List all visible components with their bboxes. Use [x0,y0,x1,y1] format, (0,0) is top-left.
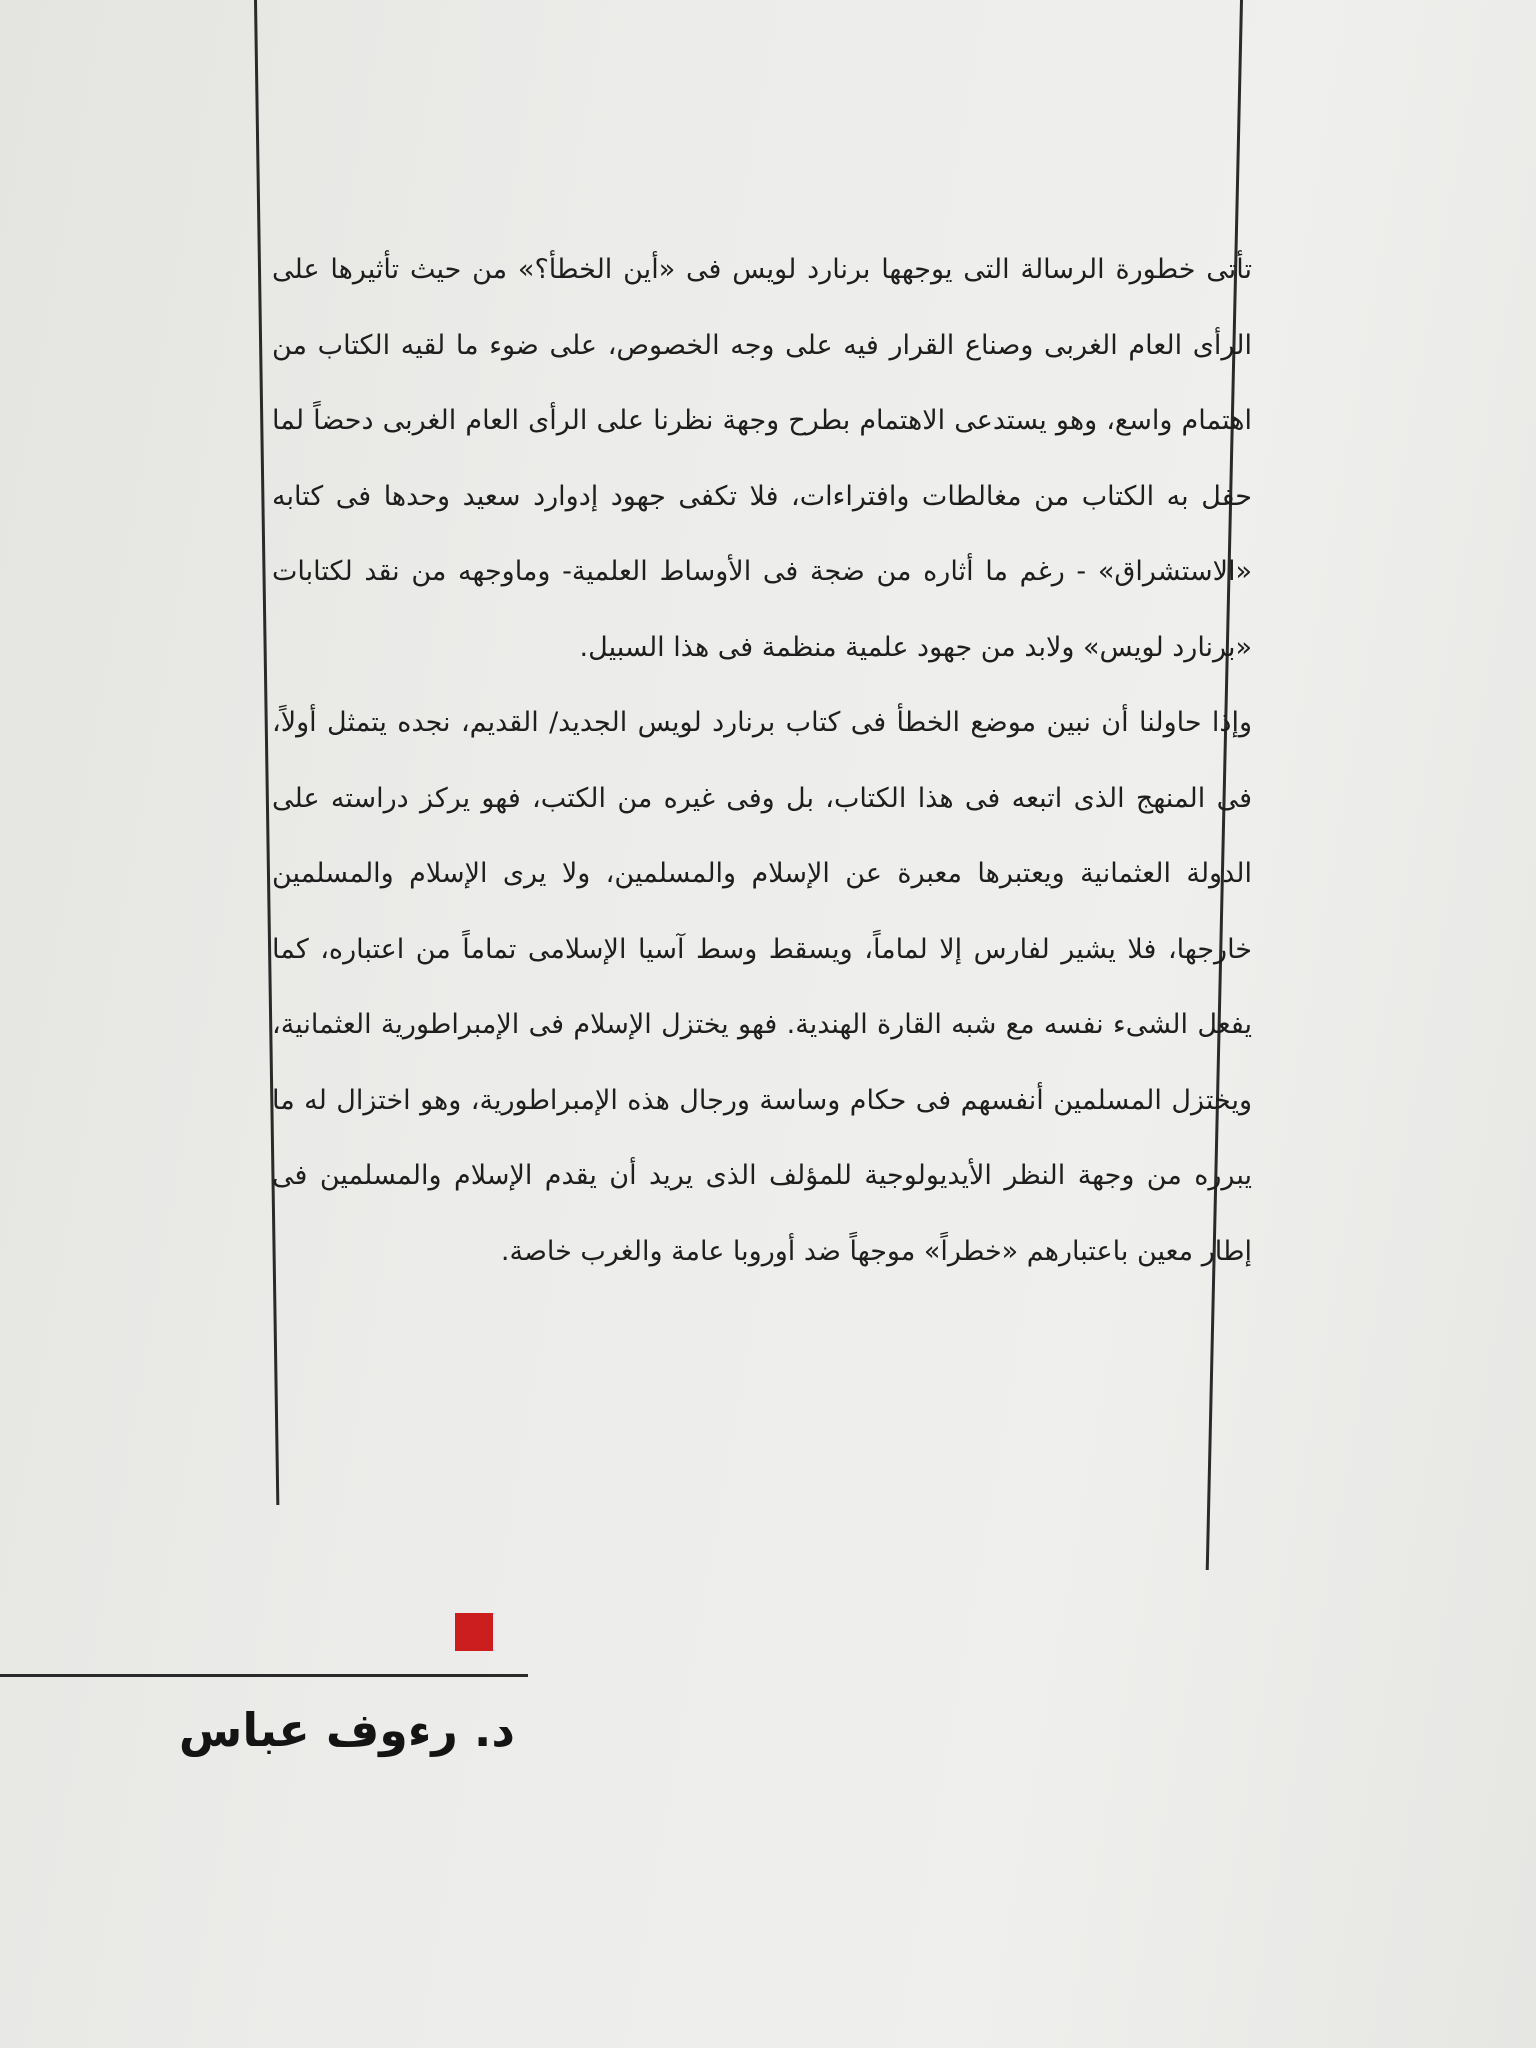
article-body [272,232,1252,1289]
paragraph-2: وإذا حاولنا أن نبين موضع الخطأ فى كتاب برنارد لويس الجديد/ القديم، نجده يتمثل أولاً، فى المنهج الذى اتبعه فى هذا الكتاب، بل وفى غيره من الكتب، فهو يركز دراسته على الدولة العثمانية ويعتبرها معبرة عن الإسلام والمسلمين، ولا يرى الإسلام والمسلمين خارجها، فلا يشير لفارس إلا لماماً، ويسقط وسط آسيا الإسلامى تماماً من اعتباره، كما يفعل الشىء نفسه مع شبه القارة الهندية. فهو يختزل الإسلام فى الإمبراطورية العثمانية، ويختزل المسلمين أنفسهم فى حكام وساسة ورجال هذه الإمبراطورية، وهو اختزال له ما يبرره من وجهة النظر الأيديولوجية للمؤلف الذى يريد أن يقدم الإسلام والمسلمين فى إطار معين باعتبارهم «خطراً» موجهاً ضد أوروبا عامة والغرب خاصة. [272,707,1252,1267]
paragraph-1: تأتى خطورة الرسالة التى يوجهها برنارد لويس فى «أين الخطأ؟» من حيث تأثيرها على الرأى العام الغربى وصناع القرار فيه على وجه الخصوص، على ضوء ما لقيه الكتاب من اهتمام واسع، وهو يستدعى الاهتمام بطرح وجهة نظرنا على الرأى العام الغربى دحضاً لما حفل به الكتاب من مغالطات وافتراءات، فلا تكفى جهود إدوارد سعيد وحدها فى كتابه «الاستشراق» - رغم ما أثاره من ضجة فى الأوساط العلمية- وماوجهه من نقد لكتابات «برنارد لويس» ولابد من جهود علمية منظمة فى هذا السبيل. [272,254,1252,663]
end-mark-icon [455,1613,493,1651]
author-divider [0,1674,528,1677]
author-signature: د. رءوف عباس [178,1703,515,1757]
